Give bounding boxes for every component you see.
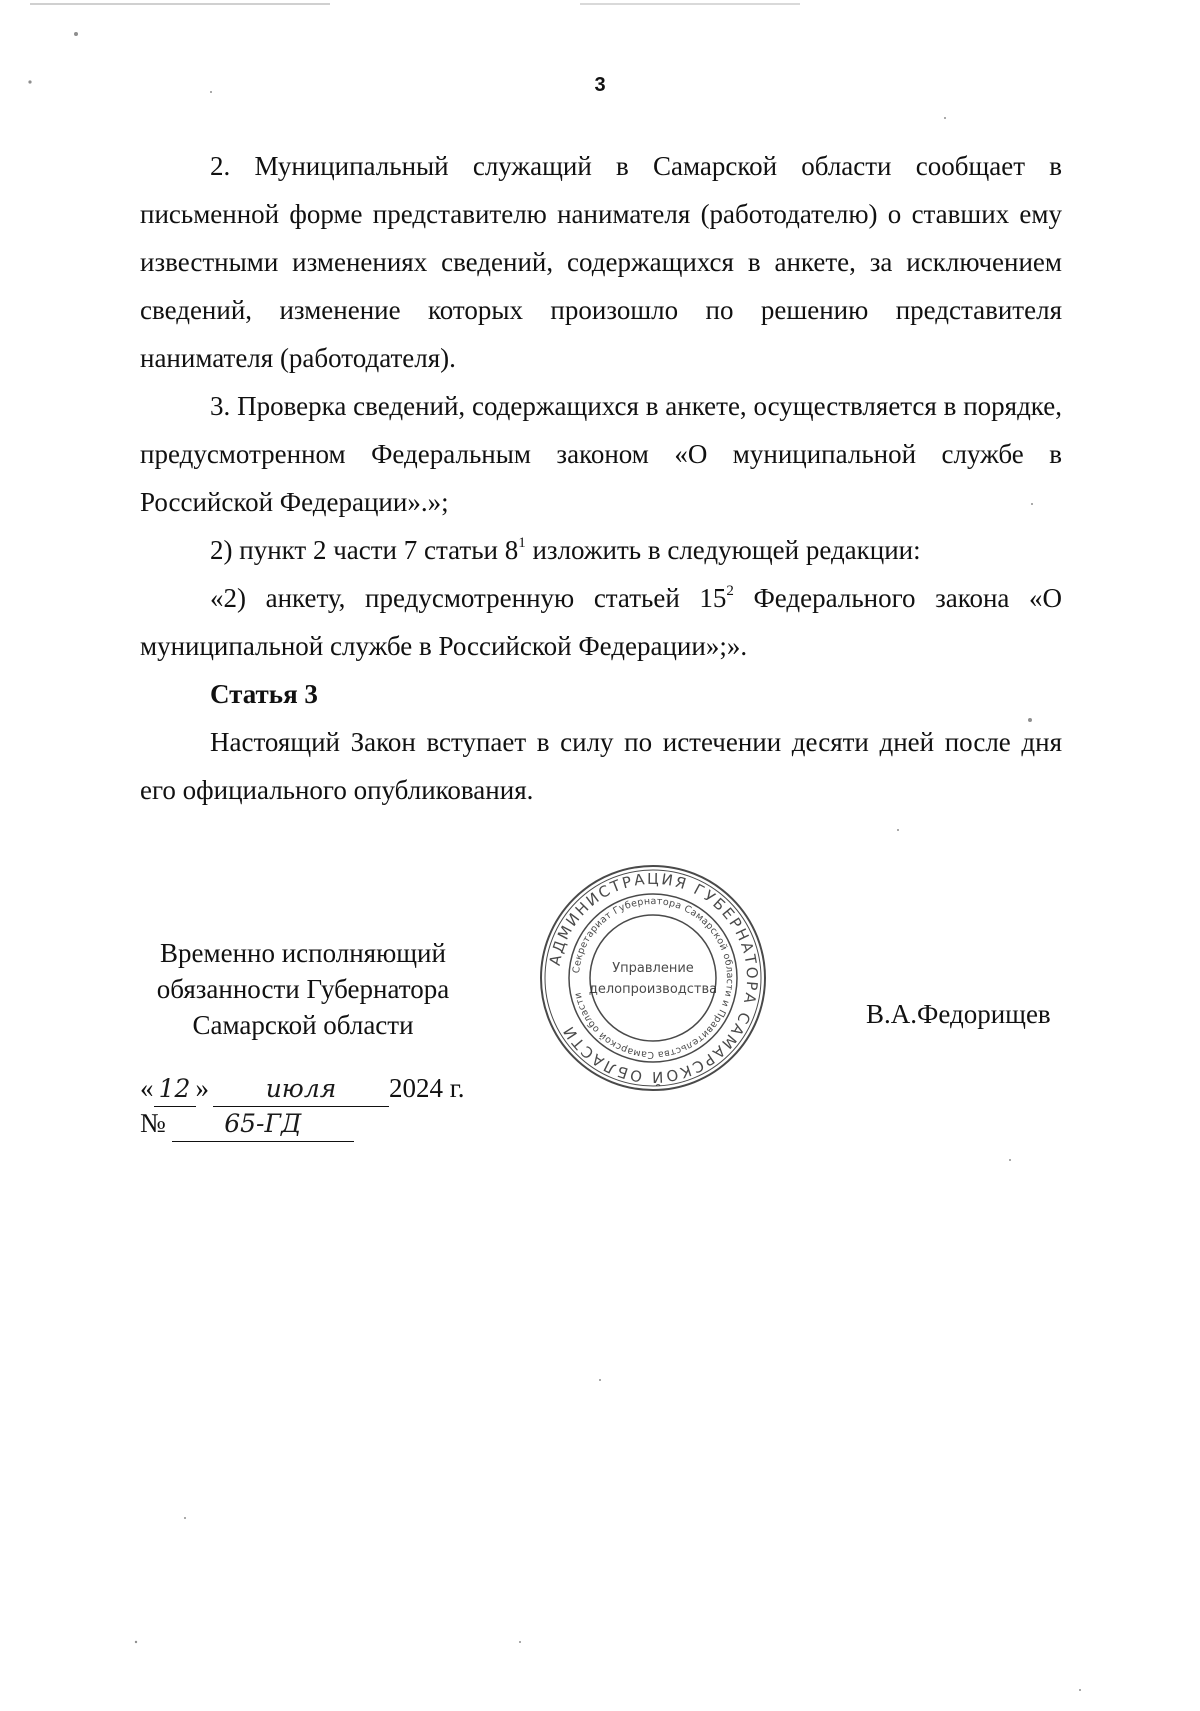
page-number: 3: [594, 74, 606, 96]
seal-middle-ring: [569, 894, 737, 1062]
official-seal-stamp: [537, 862, 769, 1094]
registration-label: №: [140, 1108, 166, 1138]
paragraph-amendment-new-text: [140, 574, 1062, 670]
paragraph-clause-2: 2. Муниципальный служащий в Самарской области сообщает в письменной форме представителю нанимателя (работодателю) о ставших ему известными изменениях сведений, содержащихся в анкете, за исключением сведений, изменение которых произошло по решению представителя нанимателя (работодателя).: [140, 151, 1062, 373]
amendment-text-end: изложить в следующей редакции:: [525, 535, 921, 565]
paragraph-article-3: Настоящий Закон вступает в силу по истечении десяти дней после дня его официального опубликования.: [140, 727, 1062, 805]
article-3-heading: Статья 3: [210, 679, 318, 709]
date-year: 2024 г.: [389, 1073, 465, 1103]
seal-inner-text: Секретариат Губернатора Самарской области и Правительства Самарской области: [571, 895, 736, 1061]
new-text-start: «2) анкету, предусмотренную статьей 15: [210, 583, 727, 613]
new-text-end: Федерального закона «О муниципальной службе в Российской Федерации»;».: [140, 583, 1062, 661]
signing-date: [140, 1071, 465, 1107]
position-line-3: Самарской области: [192, 1010, 414, 1040]
position-line-2: обязанности Губернатора: [156, 974, 450, 1004]
position-line-1: Временно исполняющий: [160, 938, 446, 968]
registration-number-line: [140, 1106, 354, 1142]
seal-outer-text: АДМИНИСТРАЦИЯ ГУБЕРНАТОРА САМАРСКОЙ ОБЛАСТИ: [545, 869, 762, 1087]
signatory-position: [118, 935, 488, 1043]
seal-inner-ring: [590, 915, 716, 1041]
signer-name: В.А.Федорищев: [866, 999, 1051, 1029]
superscript-1: 1: [518, 535, 526, 551]
paragraph-amendment-point-2: [140, 526, 1062, 574]
paragraph-clause-3: 3. Проверка сведений, содержащихся в анкете, осуществляется в порядке, предусмотренном Федеральным законом «О муниципальной службе в Российской Федерации».»;: [140, 391, 1062, 517]
date-day-handwritten: 12: [154, 1072, 196, 1107]
amendment-text-start: 2) пункт 2 части 7 статьи 8: [210, 535, 519, 565]
seal-center-line-1: Управление: [612, 961, 694, 976]
document-body: [140, 142, 1062, 814]
seal-center-line-2: делопроизводства: [588, 982, 718, 997]
date-month-handwritten: июля: [213, 1072, 389, 1107]
superscript-2: 2: [726, 583, 734, 599]
date-open-quote: «: [140, 1073, 154, 1103]
registration-number-handwritten: 65-ГД: [172, 1107, 354, 1142]
date-close-quote: »: [195, 1073, 209, 1103]
